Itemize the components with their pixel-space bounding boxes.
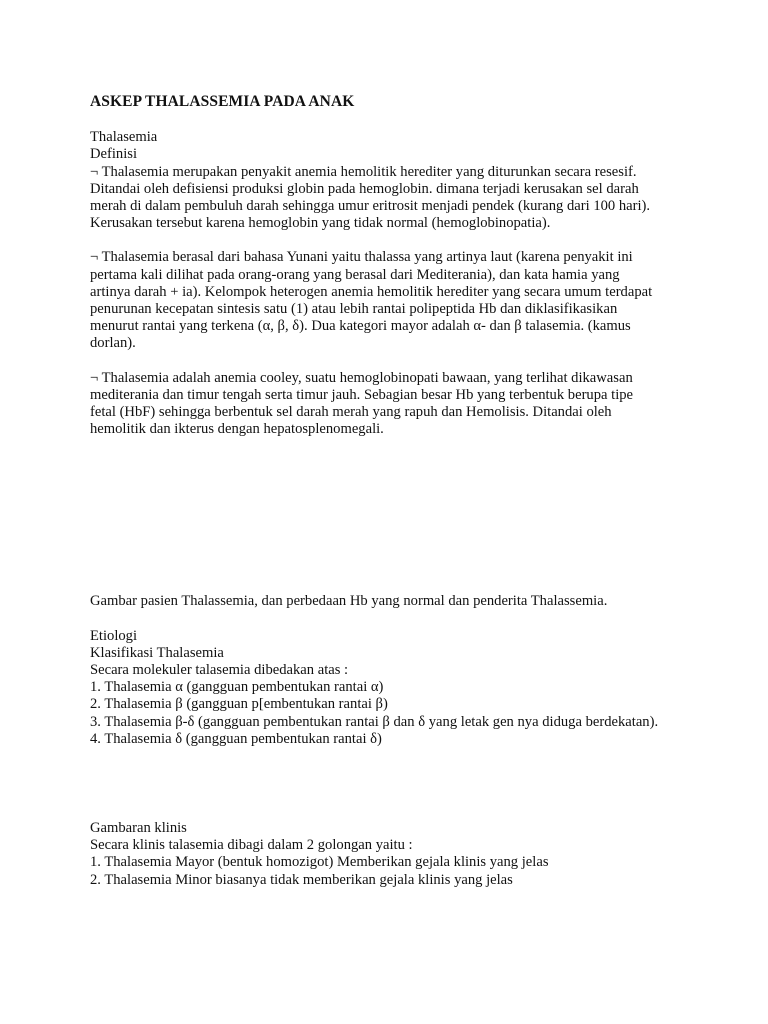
section-subheading: Definisi — [90, 146, 138, 163]
paragraph-line: artinya darah + ia). Kelompok heterogen anemia hemolitik herediter yang secara umum terdapat — [90, 283, 653, 300]
list-item: 2. Thalasemia Minor biasanya tidak memberikan gejala klinis yang jelas — [90, 871, 513, 888]
spacer — [90, 748, 678, 820]
section-etiologi — [90, 628, 678, 748]
list-item: 1. Thalasemia Mayor (bentuk homozigot) Memberikan gejala klinis yang jelas — [90, 854, 549, 871]
paragraph-line: fetal (HbF) sehingga berbentuk sel darah merah yang rapuh dan Hemolisis. Ditandai oleh — [90, 404, 612, 421]
image-caption — [90, 593, 678, 610]
paragraph-definisi-2 — [90, 249, 678, 352]
list-item: 1. Thalasemia α (gangguan pembentukan rantai α) — [90, 679, 384, 696]
section-intro: Secara molekuler talasemia dibedakan atas : — [90, 662, 349, 679]
paragraph-line: Kerusakan tersebut karena hemoglobin yang tidak normal (hemoglobinopatia). — [90, 215, 551, 232]
section-subheading: Klasifikasi Thalasemia — [90, 644, 224, 661]
list-item: 3. Thalasemia β-δ (gangguan pembentukan rantai β dan δ yang letak gen nya diduga berdekatan). — [90, 713, 659, 730]
paragraph-line: Ditandai oleh defisiensi produksi globin pada hemoglobin. dimana terjadi kerusakan sel darah — [90, 180, 639, 197]
paragraph-line: merah di dalam pembuluh darah sehingga umur eritrosit menjadi pendek (kurang dari 100 hari). — [90, 198, 651, 215]
document-title: ASKEP THALASSEMIA PADA ANAK — [90, 93, 355, 110]
caption-text: Gambar pasien Thalassemia, dan perbedaan Hb yang normal dan penderita Thalassemia. — [90, 593, 608, 610]
paragraph-line: penurunan kecepatan sintesis satu (1) atau lebih rantai polipeptida Hb dan diklasifikasikan — [90, 301, 618, 318]
paragraph-line: ¬ Thalasemia berasal dari bahasa Yunani yaitu thalassa yang artinya laut (karena penyakit ini — [90, 249, 633, 266]
section-intro: Secara klinis talasemia dibagi dalam 2 golongan yaitu : — [90, 837, 413, 854]
section-heading: Thalasemia — [90, 129, 158, 146]
paragraph-definisi-1 — [90, 164, 678, 233]
paragraph-line: hemolitik dan ikterus dengan hepatosplenomegali. — [90, 421, 384, 438]
section-heading: Gambaran klinis — [90, 820, 187, 837]
list-item: 4. Thalasemia δ (gangguan pembentukan rantai δ) — [90, 730, 382, 747]
image-placeholder — [90, 438, 678, 593]
section-definisi — [90, 129, 678, 163]
paragraph-line: ¬ Thalasemia merupakan penyakit anemia hemolitik herediter yang diturunkan secara resesif. — [90, 163, 637, 180]
section-gambaran-klinis — [90, 820, 678, 889]
paragraph-line: dorlan). — [90, 335, 136, 352]
paragraph-definisi-3 — [90, 370, 678, 439]
paragraph-line: pertama kali dilihat pada orang-orang yang berasal dari Mediterania), dan kata hamia yang — [90, 266, 620, 283]
paragraph-line: mediterania dan timur tengah serta timur jauh. Sebagian besar Hb yang terbentuk berupa tipe — [90, 386, 634, 403]
section-heading: Etiologi — [90, 627, 138, 644]
list-item: 2. Thalasemia β (gangguan p[embentukan rantai β) — [90, 696, 388, 713]
paragraph-line: menurut rantai yang terkena (α, β, δ). Dua kategori mayor adalah α- dan β talasemia. (kamus — [90, 318, 631, 335]
paragraph-line: ¬ Thalasemia adalah anemia cooley, suatu hemoglobinopati bawaan, yang terlihat dikawasan — [90, 369, 633, 386]
